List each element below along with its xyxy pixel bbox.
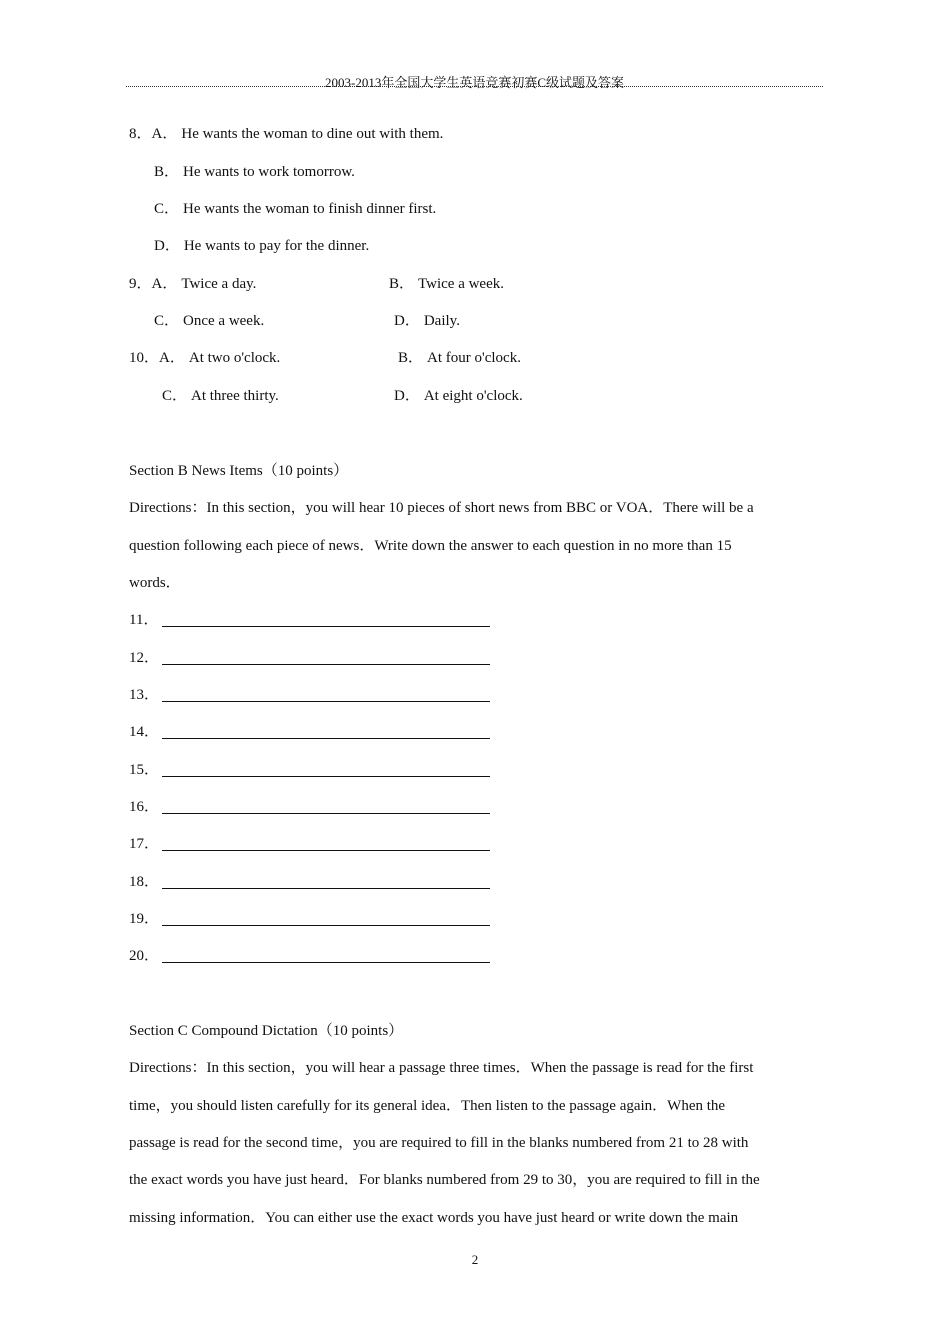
option-text: At four o'clock. xyxy=(427,350,521,366)
question-8-option-c xyxy=(154,200,436,218)
section-c-directions-line: Directions：In this section，you will hear a passage three times．When the passage is read for the first xyxy=(129,1060,754,1076)
answer-number: 20． xyxy=(129,948,160,964)
answer-blank-16[interactable] xyxy=(162,813,490,814)
question-number: 8． xyxy=(129,126,152,142)
answer-blank-15[interactable] xyxy=(162,776,490,777)
answer-blank-19[interactable] xyxy=(162,925,490,926)
answer-blank-11[interactable] xyxy=(162,626,490,627)
option-label: B． xyxy=(389,276,415,292)
option-label: C． xyxy=(154,313,180,329)
option-text: He wants to pay for the dinner. xyxy=(183,238,370,254)
answer-number: 16． xyxy=(129,799,160,815)
answer-number: 13． xyxy=(129,687,160,703)
answer-number: 14． xyxy=(129,724,160,740)
option-text: Twice a day. xyxy=(181,276,257,292)
option-label: C． xyxy=(162,388,188,404)
question-9 xyxy=(129,275,256,293)
section-c-directions-line: missing information．You can either use the exact words you have just heard or write down the main xyxy=(129,1210,739,1226)
section-b-directions-line: Directions：In this section，you will hear 10 pieces of short news from BBC or VOA．There will be a xyxy=(129,500,754,516)
answer-blank-20[interactable] xyxy=(162,962,490,963)
question-10-option-c xyxy=(162,387,279,405)
question-9-option-d xyxy=(394,312,460,330)
option-text: At three thirty. xyxy=(191,388,279,404)
page-number: 2 xyxy=(471,1252,479,1267)
option-text: Twice a week. xyxy=(418,276,505,292)
answer-number: 15． xyxy=(129,762,160,778)
section-c-heading: Section C Compound Dictation（10 points） xyxy=(129,1023,404,1039)
option-text: At eight o'clock. xyxy=(423,388,523,404)
option-text: Daily. xyxy=(423,313,460,329)
section-b-directions-line: words． xyxy=(129,575,181,591)
question-number: 9． xyxy=(129,276,152,292)
answer-number: 17． xyxy=(129,836,160,852)
answer-number: 19． xyxy=(129,911,160,927)
question-number: 10． xyxy=(129,350,160,366)
answer-blank-14[interactable] xyxy=(162,738,490,739)
answer-number: 12． xyxy=(129,650,160,666)
section-b-heading: Section B News Items（10 points） xyxy=(129,463,349,479)
question-8 xyxy=(129,125,443,143)
option-label: A． xyxy=(151,126,178,142)
document-title: 2003-2013年全国大学生英语竞赛初赛C级试题及答案 xyxy=(324,75,624,90)
question-8-option-b xyxy=(154,163,355,181)
section-b-directions-line: question following each piece of news．Write down the answer to each question in no more than 15 xyxy=(129,538,732,554)
option-text: He wants the woman to finish dinner first. xyxy=(183,201,437,217)
option-label: C． xyxy=(154,201,180,217)
question-10-option-d xyxy=(394,387,523,405)
page-header xyxy=(126,72,823,91)
option-text: He wants to work tomorrow. xyxy=(183,164,355,180)
question-10-option-b xyxy=(398,349,521,367)
answer-blank-17[interactable] xyxy=(162,850,490,851)
answer-blank-13[interactable] xyxy=(162,701,490,702)
question-9-option-c xyxy=(154,312,264,330)
question-8-option-d xyxy=(154,237,369,255)
option-label: B． xyxy=(154,164,180,180)
answer-blank-18[interactable] xyxy=(162,888,490,889)
section-c-directions-line: time，you should listen carefully for its general idea．Then listen to the passage again．When the xyxy=(129,1098,726,1114)
option-label: A． xyxy=(159,350,185,366)
option-label: D． xyxy=(394,388,420,404)
option-text: Once a week. xyxy=(183,313,265,329)
answer-number: 11． xyxy=(129,612,159,628)
question-9-option-b xyxy=(389,275,504,293)
option-label: B． xyxy=(398,350,424,366)
option-label: D． xyxy=(394,313,420,329)
section-c-directions-line: passage is read for the second time，you are required to fill in the blanks numbered from 21 to 28 with xyxy=(129,1135,749,1151)
option-label: D． xyxy=(154,238,180,254)
answer-number: 18． xyxy=(129,874,160,890)
option-text: He wants the woman to dine out with them. xyxy=(181,126,444,142)
option-label: A． xyxy=(151,276,178,292)
question-10 xyxy=(129,349,280,367)
answer-blank-12[interactable] xyxy=(162,664,490,665)
option-text: At two o'clock. xyxy=(188,350,281,366)
section-c-directions-line: the exact words you have just heard．For blanks numbered from 29 to 30，you are required to fill in the xyxy=(129,1172,760,1188)
